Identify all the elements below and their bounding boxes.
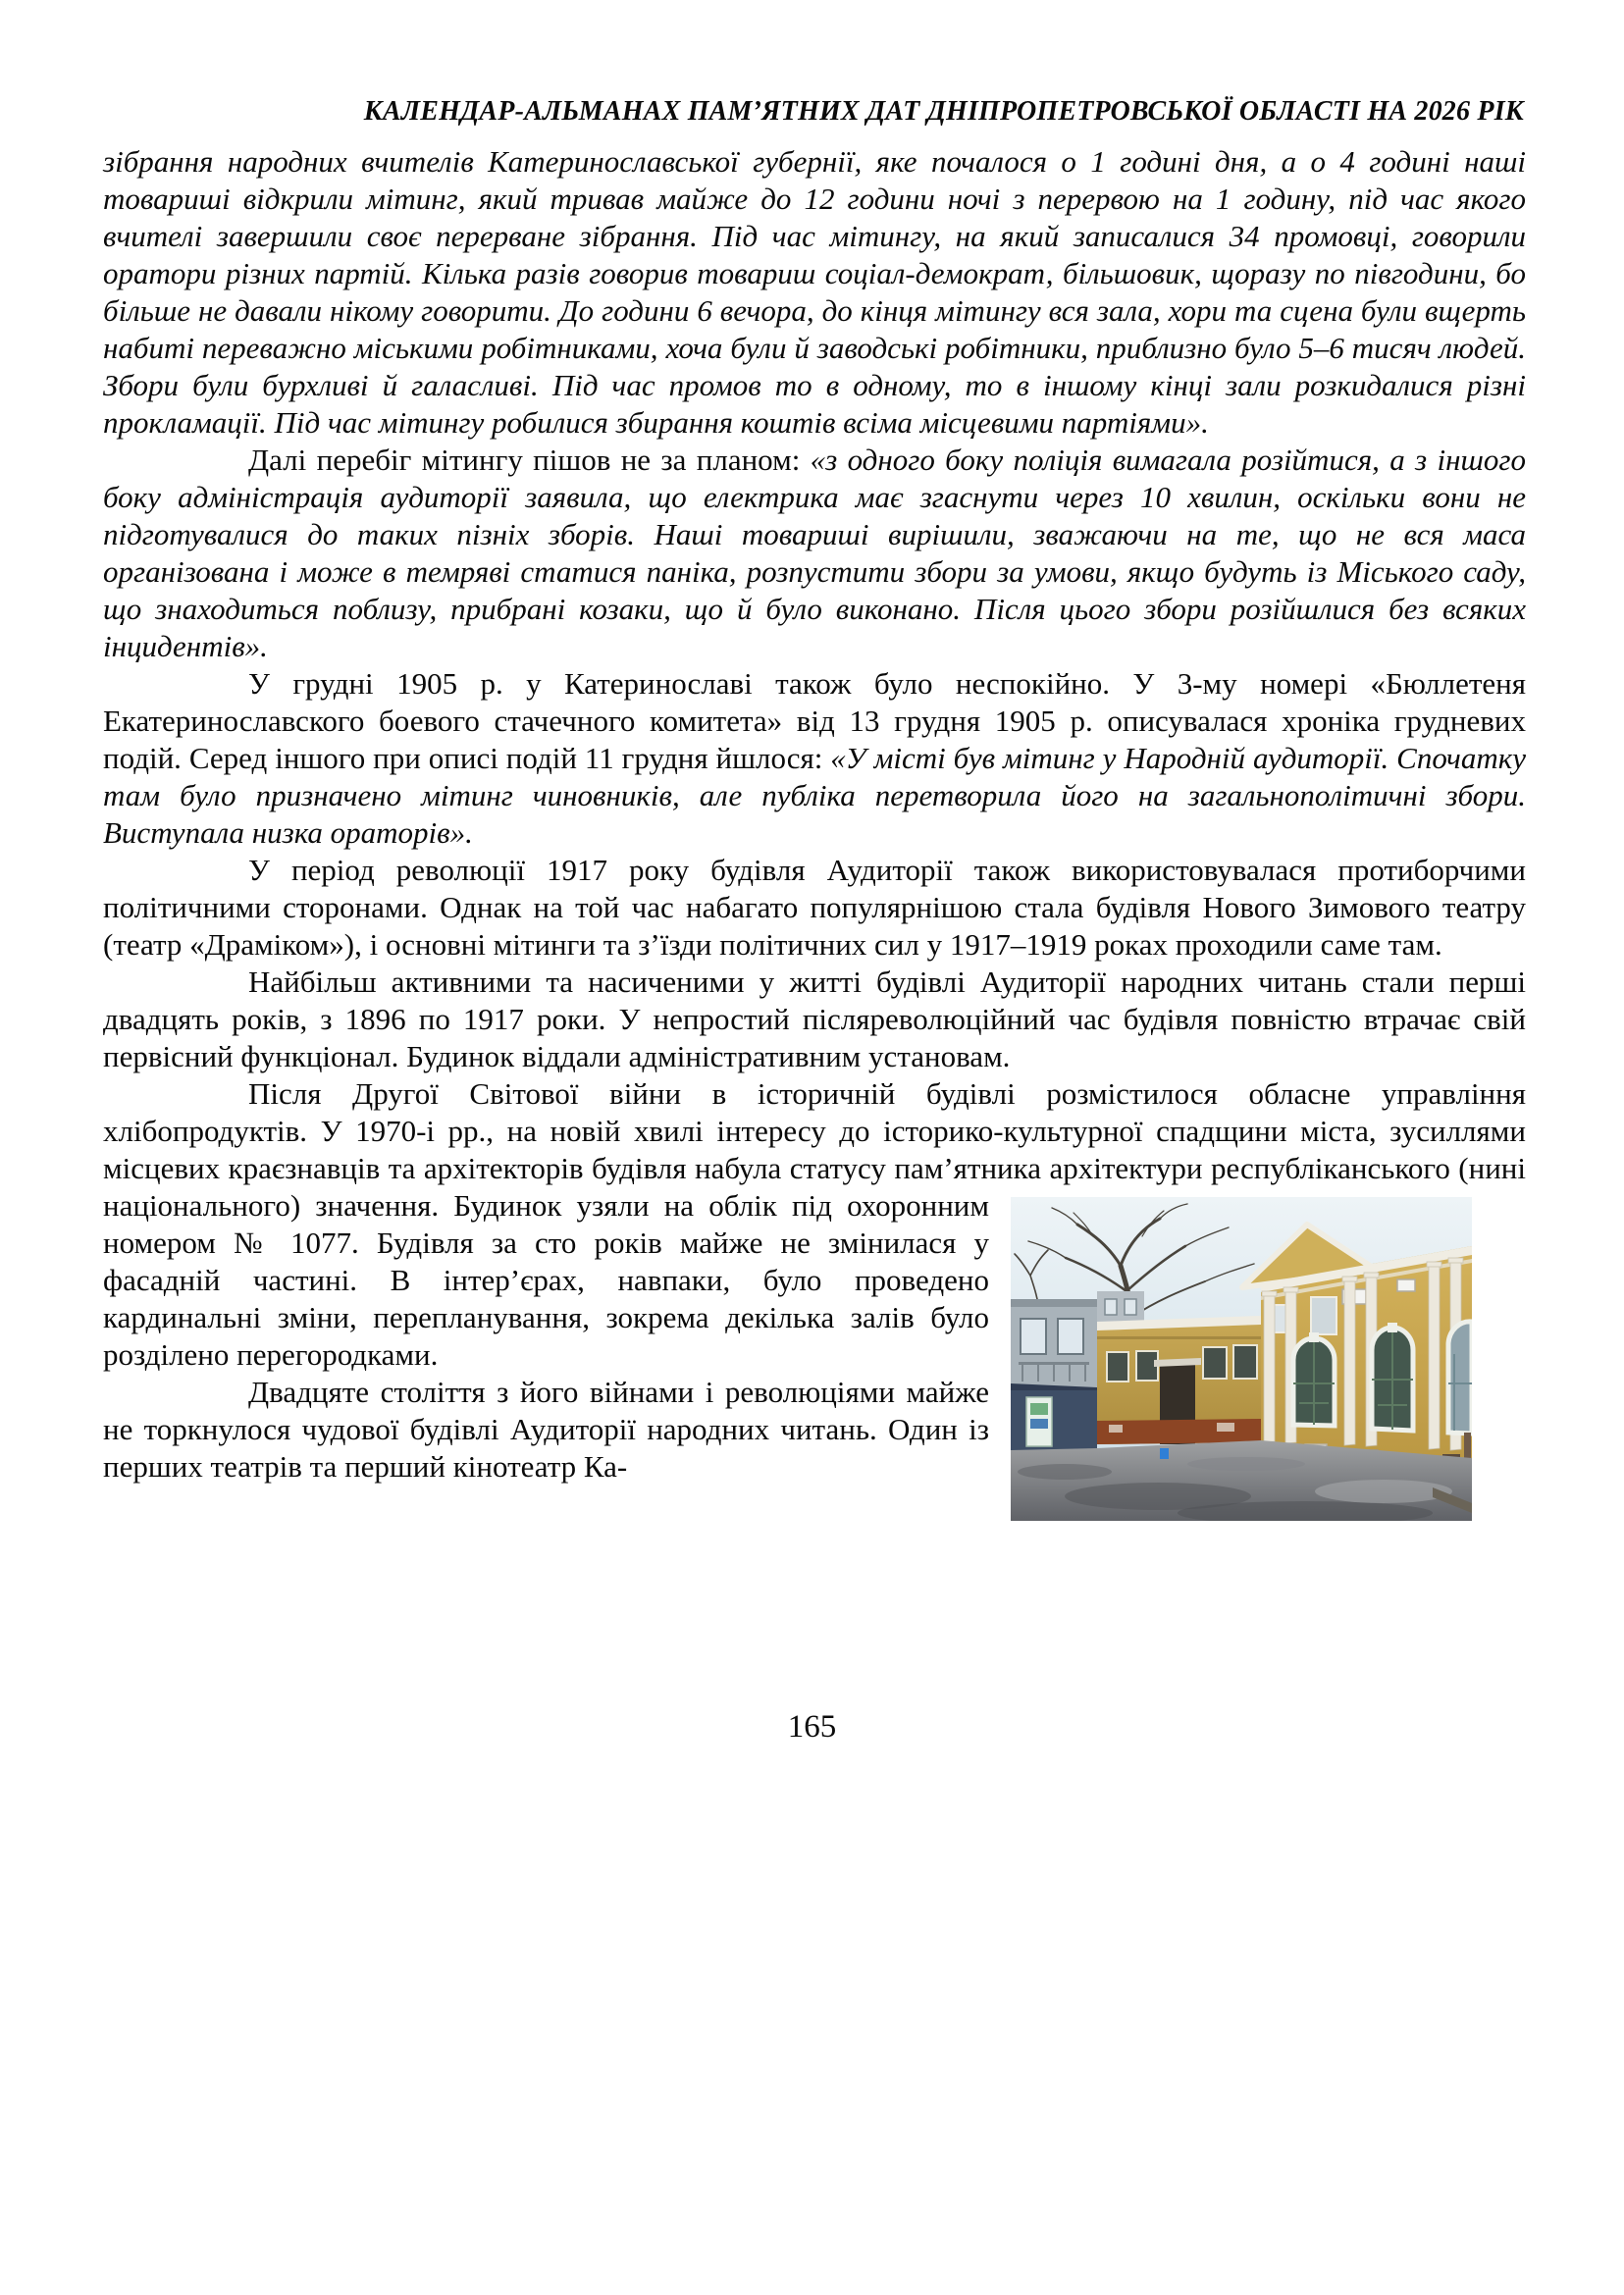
photo-side-wing (1097, 1316, 1261, 1444)
text-segment: Після Другої Світової війни в історичній будівлі розмістилося обласне управління хлібопродуктів. У 1970-і рр., на новій хвилі інтересу до історико-культурної спадщини міста, зусиллями місцевих краєзнавців та архітекторів будівля набула статусу пам’ятника архітектури республіканського (нині національного) значення. (103, 1076, 1526, 1223)
paragraph (103, 442, 1526, 665)
paragraph (103, 852, 1526, 964)
paragraph (103, 964, 1526, 1075)
text-segment: У період революції 1917 року будівля Аудиторії також використовувалася протиборчими політичними сторонами. Однак на той час набагато популярнішою стала будівля Нового Зимового театру (театр «Драміком»), і основні мітинги та з’їзди політичних сил у 1917–1919 роках проходили саме там. (103, 853, 1526, 962)
running-header: КАЛЕНДАР-АЛЬМАНАХ ПАМ’ЯТНИХ ДАТ ДНІПРОПЕТРОВСЬКОЇ ОБЛАСТІ НА 2026 РІК (363, 96, 1524, 127)
photo-ground (1011, 1440, 1472, 1521)
text-segment: «з одного боку поліція вимагала розійтися, а з іншого боку адміністрація аудиторії заявила, що електрика має згаснути через 10 хвилин, оскільки вони не підготувалися до таких пізніх зборів. Наші товариші вирішили, зважаючи на те, що не вся маса організована і може в темряві статися паніка, розпустити збори за умови, якщо будуть із Міського саду, що знаходиться поблизу, прибрані козаки, що й було виконано. Після цього збори розійшлися без всяких інцидентів». (103, 443, 1526, 663)
text-segment: Двадцяте століття з його війнами і революціями майже не торкнулося чудової будівлі Аудиторії народних читань. Один із перших театрів та перший кінотеатр Ка- (103, 1375, 989, 1484)
text-segment: Будинок узяли на облік під охоронним номером № 1077. Будівля за сто років майже не змінилася у фасадній частині. В інтер’єрах, навпаки, було проведено кардинальні зміни, перепланування, зокрема декілька залів було розділено перегородками. (103, 1188, 989, 1372)
text-segment: Найбільш активними та насиченими у житті будівлі Аудиторії народних читань стали перші двадцять років, з 1896 по 1917 роки. У непростий післяреволюційний час будівля повністю втрачає свій первісний функціонал. Будинок віддали адміністративним установам. (103, 965, 1526, 1073)
paragraph (103, 143, 1526, 442)
text-segment: У грудні 1905 р. у Катеринославі також було неспокійно. У 3-му номері «Бюллетеня Екатеринославского боевого стачечного комитета» від 13 грудня 1905 р. описувалася хроніка грудневих подій. Серед іншого при описі подій 11 грудня йшлося: (103, 666, 1526, 775)
article-body (103, 143, 1526, 1535)
page-number: 165 (787, 1709, 837, 1745)
text-segment: «У місті був мітинг у Народній аудиторії. Спочатку там було призначено мітинг чиновників, але публіка перетворила його на загальнополітичні збори. Виступала низка ораторів». (103, 741, 1526, 850)
paragraph (103, 1075, 1526, 1374)
paragraph (103, 665, 1526, 852)
text-segment: зібрання народних вчителів Катеринославської губернії, яке почалося о 1 годині дня, а о 4 годині наші товариші відкрили мітинг, який тривав майже до 12 години ночі з перервою на 1 годину, під час якого вчителі завершили своє перерване зібрання. Під час мітингу, на який записалися 34 промовці, говорили оратори різних партій. Кілька разів говорив товариш соціал-демократ, більшовик, щоразу по півгодини, бо більше не давали нікому говорити. До години 6 вечора, до кінця мітингу вся зала, хори та сцена були вщерть набиті переважно міськими робітниками, хоча були й заводські робітники, приблизно було 5–6 тисяч людей. Збори були бурхливі й галасливі. Під час промов то в одному, то в іншому кінці зали розкидалися різні прокламації. Під час мітингу робилися збирання коштів всіма місцевими партіями». (103, 144, 1526, 440)
text-segment: Далі перебіг мітингу пішов не за планом: (248, 443, 811, 477)
building-photo (1011, 1197, 1472, 1521)
building-photo-svg (1011, 1197, 1472, 1521)
